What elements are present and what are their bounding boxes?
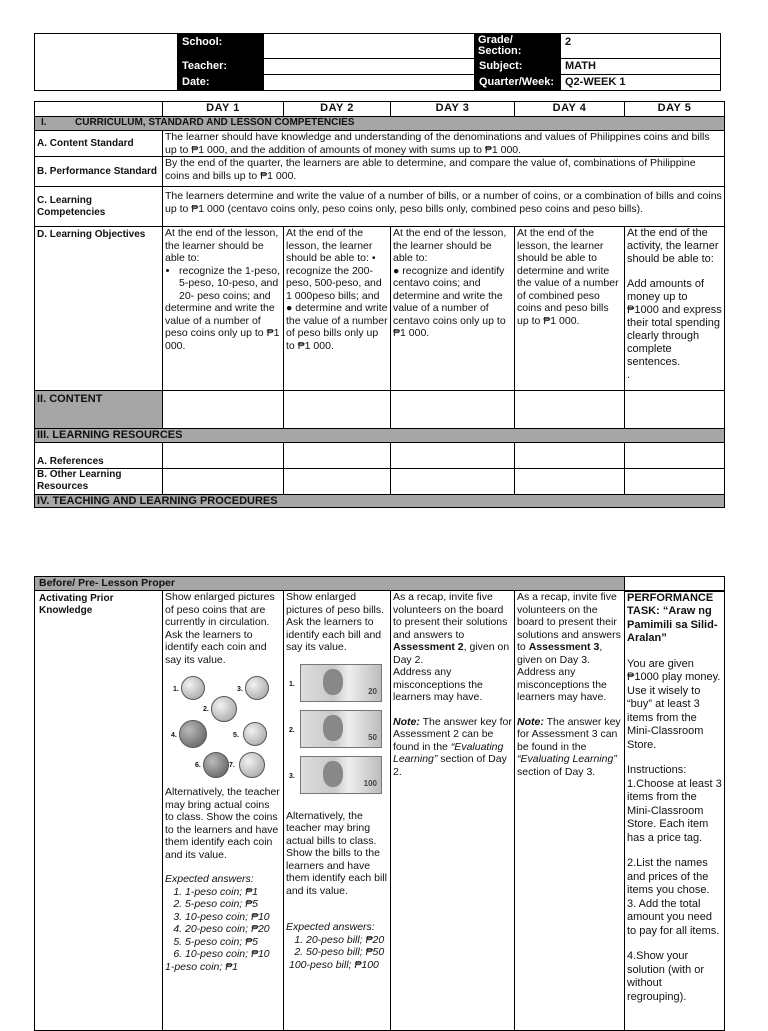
- obj-day5-dot: .: [627, 369, 631, 381]
- apk-day2-alt: Alternatively, the teacher may bring actual bills to class. Show the bills to the learners and have them identify each bill and its value.: [286, 809, 387, 897]
- obj-day2-intro: At the end of the lesson, the learner should be able to: •: [286, 227, 376, 264]
- coin-number-5: 5.: [233, 732, 239, 739]
- answer-item: 5. 5-peso coin; ₱5: [185, 936, 281, 949]
- answer-item: 1. 20-peso bill; ₱20: [306, 934, 388, 947]
- objectives-day-4: At the end of the lesson, the learner should be able to determine and write the value of a number of combined peso coins and peso bills up to ₱1 000.: [515, 227, 625, 391]
- obj-day2-line: recognize the 200-peso, 500-peso, and 1 000peso bills; and: [286, 264, 382, 302]
- date-label: Date:: [178, 75, 264, 91]
- day3-assessment: Assessment 2: [393, 641, 464, 653]
- apk-day1-expected-label: Expected answers:: [165, 873, 254, 885]
- day-header-2: DAY 2: [284, 102, 391, 117]
- coin-image-7: [239, 752, 265, 778]
- instruction-4: 4.Show your solution (with or without regrouping).: [627, 950, 705, 1003]
- instruction-1: 1.Choose at least 3 items from the Mini-Classroom Store. Each item has a price tag.: [627, 777, 722, 844]
- answer-item: 6. 10-peso coin; ₱10: [185, 948, 281, 961]
- lesson-plan-table: [34, 101, 725, 508]
- coins-picture: [171, 672, 281, 782]
- obj-day5-rest: Add amounts of money up to ₱1000 and express their total spending clearly through complete sentences.: [627, 278, 722, 368]
- note-label: Note:: [517, 715, 544, 728]
- apk-day3-recap: [393, 591, 512, 666]
- day-header-3: DAY 3: [391, 102, 515, 117]
- activating-prior-knowledge-label: Activating Prior Knowledge: [35, 591, 163, 1031]
- ref-day-4: [515, 443, 625, 469]
- content-day-5: [625, 391, 725, 429]
- other-day-1: [163, 469, 284, 495]
- performance-standard-label: B. Performance Standard: [35, 157, 163, 187]
- coin-number-4: 4.: [171, 732, 177, 739]
- learning-resources-heading: III. LEARNING RESOURCES: [35, 429, 725, 443]
- bill-denomination-1: 20: [368, 687, 377, 696]
- day4-note-end: section of Day 3.: [517, 765, 596, 778]
- quarter-label: Quarter/Week:: [475, 75, 561, 91]
- apk-day4-recap: [517, 591, 622, 666]
- learning-competencies-text: The learners determine and write the value of a number of bills, or a number of coins, or a combination of bills and coins up to ₱1 000 (centavo coins only, peso coins only, peso bills only, combined peso coins and peso bills).: [163, 187, 725, 227]
- coin-image-6: [203, 752, 229, 778]
- objectives-day-2: [284, 227, 391, 391]
- performance-task-title: PERFORMANCE TASK: “Araw ng Pamimili sa Silid-Aralan”: [627, 591, 718, 644]
- subject-label: Subject:: [475, 59, 561, 75]
- content-day-2: [284, 391, 391, 429]
- apk-day4-note: [517, 716, 622, 779]
- day3-note-italic: “Evaluating Learning”: [393, 740, 504, 765]
- day4-recap-text: As a recap, invite five volunteers on the board to present their solutions and answers to: [517, 591, 621, 653]
- day-header-4: DAY 4: [515, 102, 625, 117]
- coin-number-7: 7.: [229, 762, 235, 769]
- objectives-day-5: [625, 227, 725, 391]
- answer-item: 1. 1-peso coin; ₱1: [185, 886, 281, 899]
- answer-item: 4. 20-peso coin; ₱20: [185, 923, 281, 936]
- instruction-2: 2.List the names and prices of the items you chose.: [627, 857, 710, 896]
- school-value: [264, 34, 475, 59]
- coin-number-2: 2.: [203, 706, 209, 713]
- content-day-3: [391, 391, 515, 429]
- content-day-4: [515, 391, 625, 429]
- day-header-5: DAY 5: [625, 102, 725, 117]
- content-standard-text: The learner should have knowledge and understanding of the denominations and values of Philippines coins and bills up to ₱1 000, and the addition of amounts of money with sums up to ₱1 000.: [163, 131, 725, 157]
- apk-day1-last-answer: 1-peso coin; ₱1: [165, 960, 238, 973]
- bill-denomination-3: 100: [363, 779, 377, 788]
- subject-value: MATH: [561, 59, 721, 75]
- grade-value: 2: [561, 34, 721, 59]
- apk-day1-text: Show enlarged pictures of peso coins that are currently in circulation. Ask the learners to identify each coin and say its value.: [165, 591, 275, 666]
- logo-cell: [35, 34, 178, 91]
- obj-day2-rest: ● determine and write the value of a number of peso bills only up to ₱1 000.: [286, 302, 388, 352]
- obj-day1-rest: determine and write the value of a number of peso coins only up to ₱1 000.: [165, 302, 280, 352]
- before-lesson-heading: Before/ Pre- Lesson Proper: [35, 577, 625, 591]
- day4-note-italic: “Evaluating Learning”: [517, 753, 617, 765]
- apk-day4-address: Address any misconceptions the learners may have.: [517, 666, 607, 703]
- apk-day2-answers: [286, 934, 388, 959]
- apk-day-2: [284, 591, 391, 1031]
- day3-note-text: The answer key for Assessment 2 can be found in the: [393, 715, 512, 753]
- apk-day2-last-answer: 100-peso bill; ₱100: [289, 958, 379, 971]
- section-1-number: I.: [41, 117, 47, 128]
- procedures-table: [34, 576, 725, 1031]
- teacher-label: Teacher:: [178, 59, 264, 75]
- day3-recap-text: As a recap, invite five volunteers on the board to present their solutions and answers to: [393, 591, 508, 641]
- coin-image-4: [179, 720, 207, 748]
- bill-denomination-2: 50: [368, 733, 377, 742]
- content-standard-label: A. Content Standard: [35, 131, 163, 157]
- obj-day3-rest: determine and write the value of a number of centavo coins only up to ₱1 000.: [393, 289, 506, 339]
- instructions-label: Instructions:: [627, 764, 687, 776]
- day4-recap-end: , given on Day 3.: [517, 641, 603, 666]
- ref-day-1: [163, 443, 284, 469]
- apk-day-1: [163, 591, 284, 1031]
- answer-item: 2. 5-peso coin; ₱5: [185, 898, 281, 911]
- section-1-title: CURRICULUM, STANDARD AND LESSON COMPETENCIES: [75, 117, 355, 128]
- content-day-1: [163, 391, 284, 429]
- bill-number-1: 1.: [289, 680, 295, 688]
- learning-objectives-label: D. Learning Objectives: [35, 227, 163, 391]
- answer-item: 3. 10-peso coin; ₱10: [185, 911, 281, 924]
- coin-image-3: [245, 676, 269, 700]
- procedures-heading: IV. TEACHING AND LEARNING PROCEDURES: [35, 495, 725, 508]
- other-day-3: [391, 469, 515, 495]
- other-day-2: [284, 469, 391, 495]
- other-resources-label: B. Other Learning Resources: [35, 469, 163, 495]
- bill-image-1: [289, 664, 382, 702]
- school-label: School:: [178, 34, 264, 59]
- bill-number-3: 3.: [289, 772, 295, 780]
- obj-day1-intro: At the end of the lesson, the learner should be able to:: [165, 227, 279, 264]
- day4-note-text: The answer key for Assessment 3 can be found in the: [517, 715, 621, 753]
- coin-image-5: [243, 722, 267, 746]
- bill-number-2: 2.: [289, 726, 295, 734]
- apk-day2-text: Show enlarged pictures of peso bills. Ask the learners to identify each bill and say its value.: [286, 591, 385, 653]
- bill-image-3: [289, 756, 382, 794]
- coin-number-3: 3.: [237, 686, 243, 693]
- quarter-value: Q2-WEEK 1: [561, 75, 721, 91]
- objectives-day-1: [163, 227, 284, 391]
- apk-day2-expected-label: Expected answers:: [286, 921, 375, 933]
- answer-item: 2. 50-peso bill; ₱50: [306, 946, 388, 959]
- coin-number-1: 1.: [173, 686, 179, 693]
- coin-image-1: [181, 676, 205, 700]
- other-day-4: [515, 469, 625, 495]
- obj-day1-bullet: • recognize the 1-peso, 5-peso, 10-peso, and 20- peso coins; and: [179, 265, 281, 303]
- teacher-value: [264, 59, 475, 75]
- day-header-1: DAY 1: [163, 102, 284, 117]
- grade-label: Grade/ Section:: [475, 34, 561, 59]
- header-table: [34, 33, 721, 91]
- day3-note-end: section of Day 2.: [393, 753, 507, 778]
- apk-day1-alt: Alternatively, the teacher may bring actual coins to class. Show the coins to the learners and have them identify each coin and its value.: [165, 786, 280, 861]
- day5-header-spacer: [625, 577, 725, 591]
- other-day-5: [625, 469, 725, 495]
- apk-day3-address: Address any misconceptions the learners may have.: [393, 666, 483, 703]
- objectives-day-3: [391, 227, 515, 391]
- obj-day3-intro: At the end of the lesson, the learner should be able to:: [393, 227, 507, 264]
- bill-image-2: [289, 710, 382, 748]
- apk-day1-answers: [165, 886, 281, 961]
- performance-standard-text: By the end of the quarter, the learners are able to determine, and compare the value of, combinations of Philippine coins and bills up to ₱1 000.: [163, 157, 725, 187]
- note-label: Note:: [393, 715, 420, 728]
- coin-number-6: 6.: [195, 762, 201, 769]
- day4-assessment: Assessment 3: [528, 641, 600, 653]
- instruction-3: 3. Add the total amount you need to pay for all items.: [627, 897, 720, 937]
- ref-day-2: [284, 443, 391, 469]
- apk-day-3: [391, 591, 515, 1031]
- performance-task-intro: You are given ₱1000 play money. Use it wisely to “buy” at least 3 items from the Mini-Classroom Store.: [627, 657, 721, 751]
- coin-image-2: [211, 696, 237, 722]
- apk-day3-note: [393, 716, 512, 779]
- date-value: [264, 75, 475, 91]
- section-1-heading: [35, 117, 725, 131]
- references-label: A. References: [35, 443, 163, 469]
- apk-day-4: [515, 591, 625, 1031]
- ref-day-3: [391, 443, 515, 469]
- obj-day3-line1: ● recognize and identify centavo coins; and: [393, 264, 505, 289]
- content-heading: II. CONTENT: [35, 391, 163, 429]
- obj-day5-intro: At the end of the activity, the learner should be able to:: [627, 227, 719, 265]
- apk-day-5: [625, 591, 725, 1031]
- learning-competencies-label: C. Learning Competencies: [35, 187, 163, 227]
- day3-recap-end: , given on Day 2.: [393, 641, 510, 666]
- ref-day-5: [625, 443, 725, 469]
- corner-cell: [35, 102, 163, 117]
